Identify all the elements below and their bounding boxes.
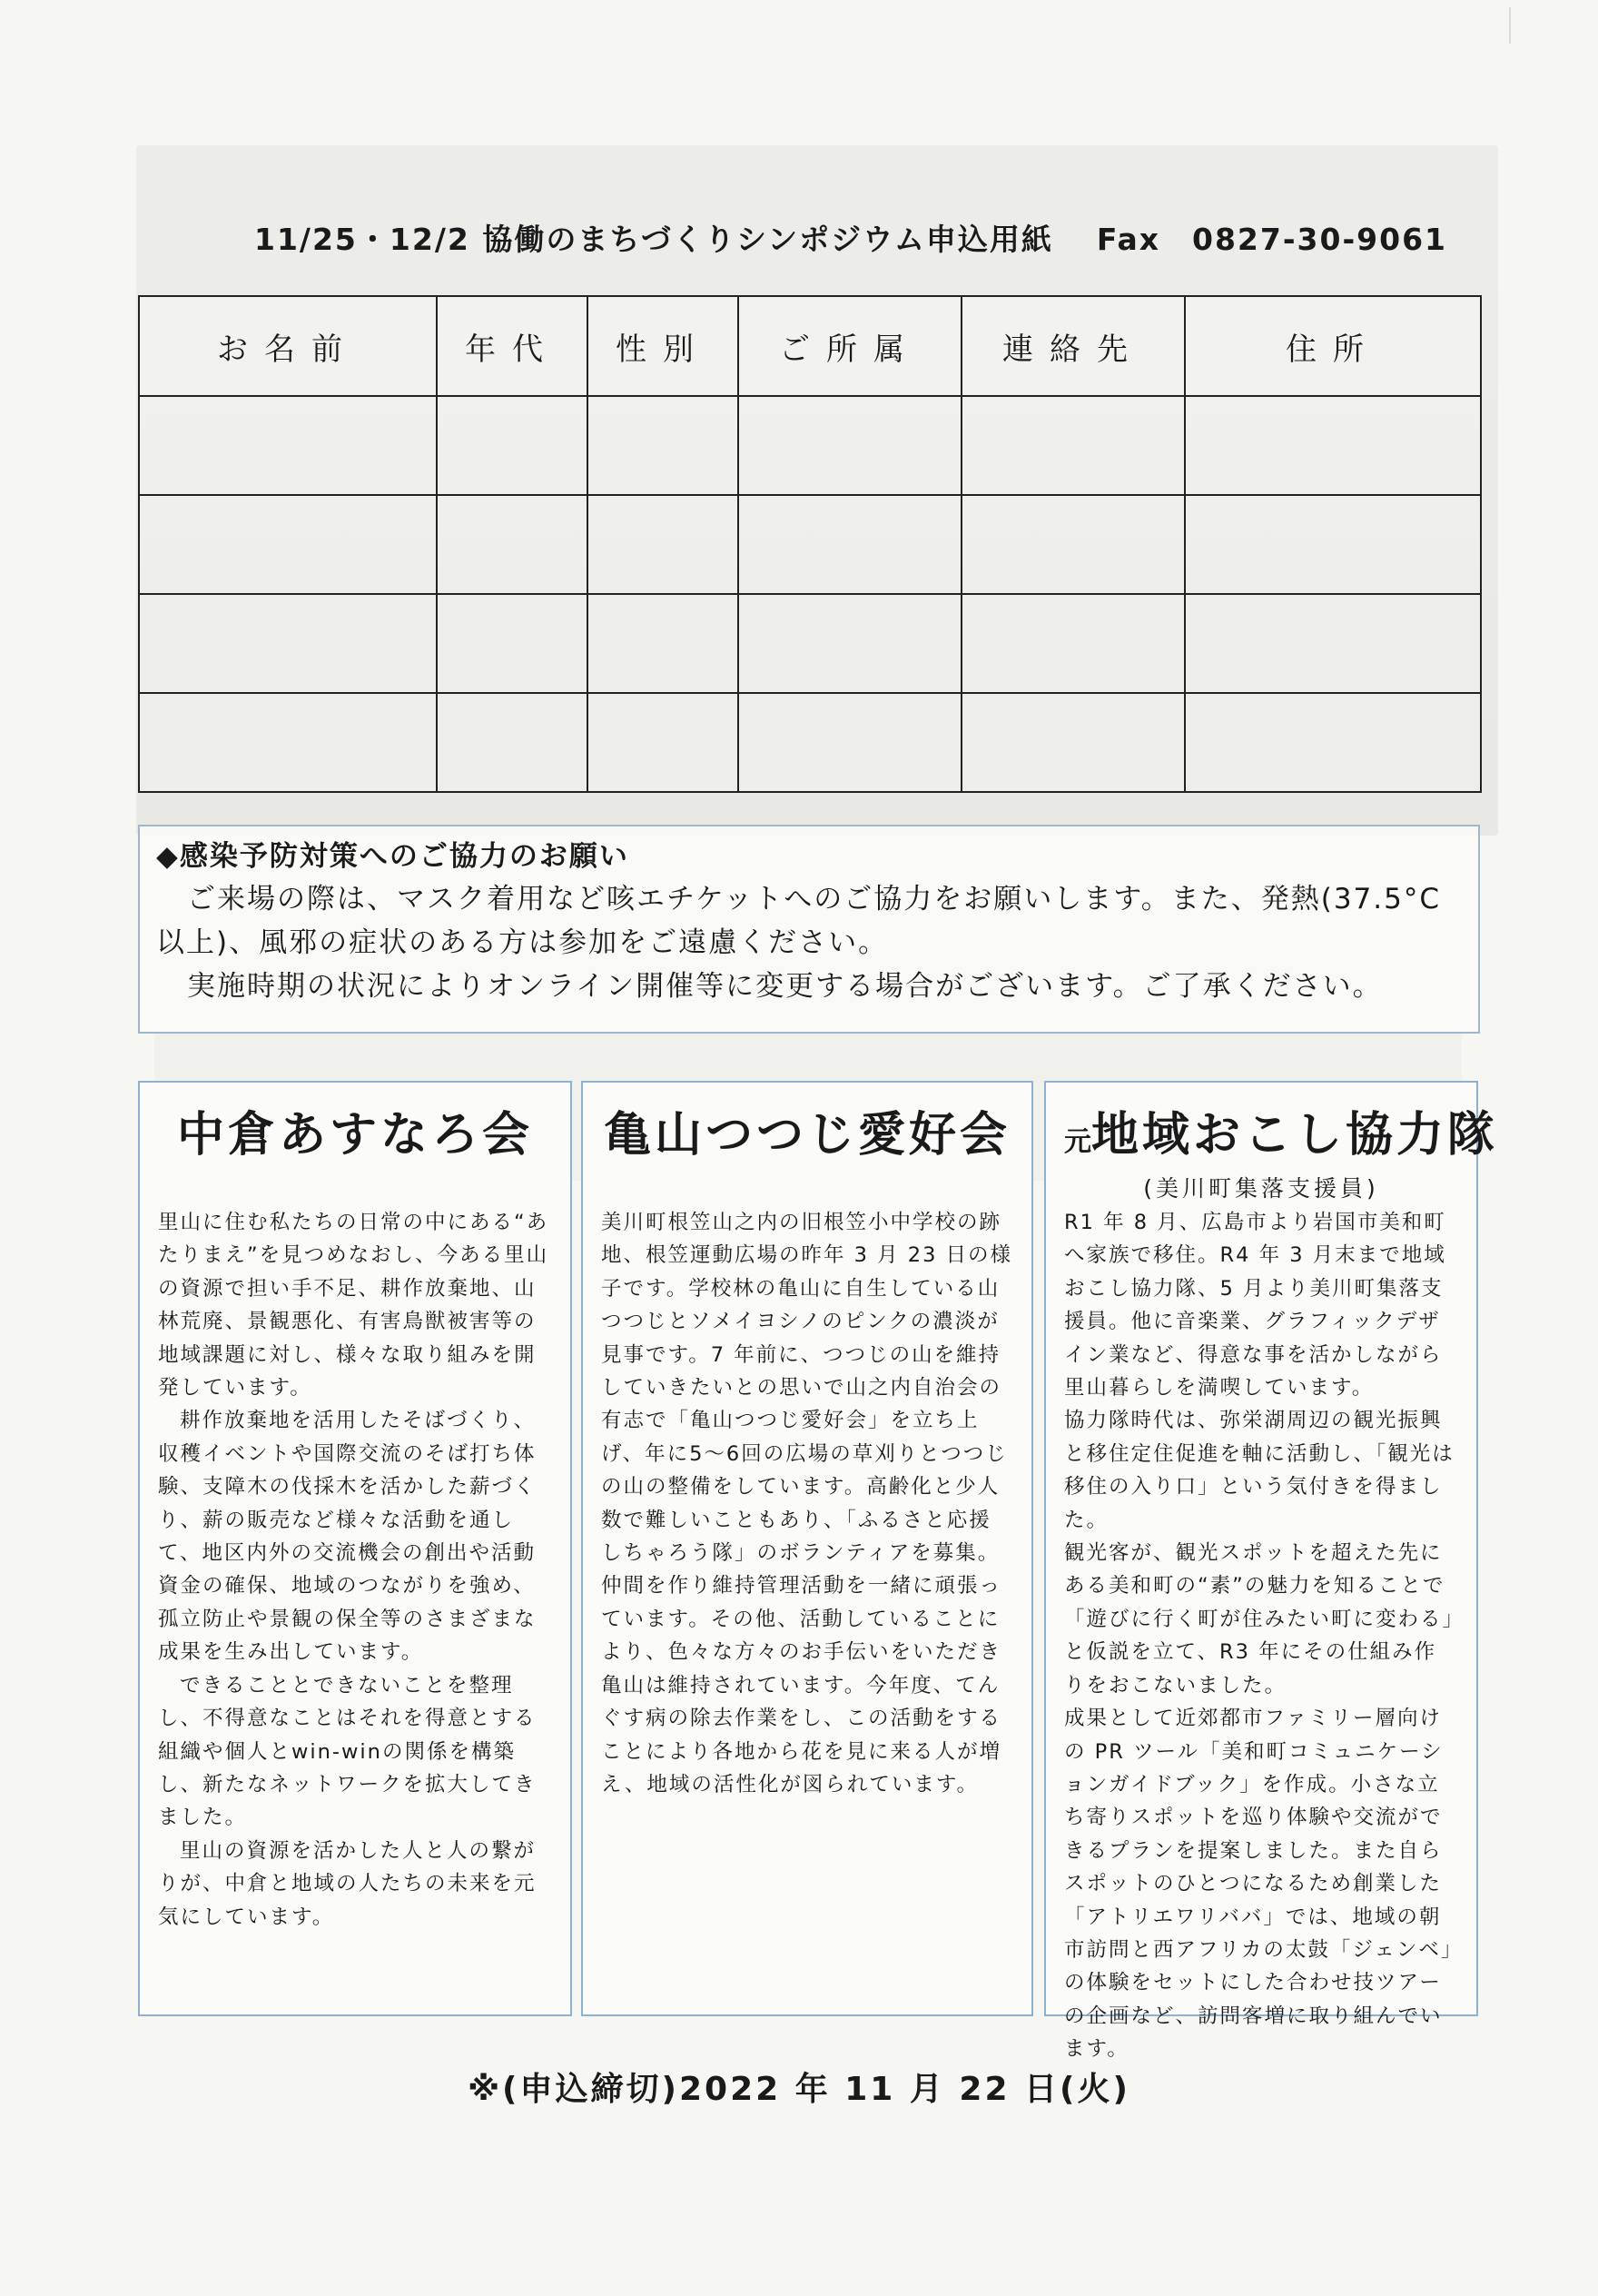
affiliation-cell[interactable] — [738, 594, 962, 693]
table-row — [139, 495, 1481, 594]
column-title: 亀山つつじ愛好会 — [603, 1108, 1011, 1163]
column-body — [158, 1206, 552, 1934]
column-subtitle: (美川町集落支援員) — [1143, 1175, 1379, 1202]
gender-cell[interactable] — [587, 396, 738, 495]
notice-title: ◆感染予防対策へのご協力のお願い — [156, 840, 629, 873]
table-row — [139, 594, 1481, 693]
nakakura-asunaro-column — [138, 1081, 572, 2016]
table-row — [139, 693, 1481, 792]
paragraph: 成果として近郊都市ファミリー層向けの PR ツール「美和町コミュニケーションガイドブック」を作成。小さな立ち寄りスポットを巡り体験や交流ができるプランを提案しました。また自らスポットのひとつになるため創業した「アトリエワリババ」では、地域の朝市訪問と西アフリカの太鼓「ジェンベ」の体験をセットにした合わせ技ツアーの企画など、訪問客増に取り組んでいます。 — [1064, 1707, 1454, 2062]
paragraph: できることとできないことを整理し、不得意なことはそれを得意とする組織や個人とwin-winの関係を構築し、新たなネットワークを拡大してきました。 — [158, 1673, 537, 1830]
table-row — [139, 396, 1481, 495]
notice-line: ご来場の際は、マスク着用など咳エチケットへのご協力をお願いします。また、発熱(37.5°C — [187, 883, 1441, 915]
address-cell[interactable] — [1185, 693, 1481, 792]
age-cell[interactable] — [437, 396, 587, 495]
application-deadline: ※(申込締切)2022 年 11 月 22 日(火) — [468, 2071, 1130, 2108]
paragraph: 美川町根笠山之内の旧根笠小中学校の跡地、根笠運動広場の昨年 3 月 23 日の様子です。学校林の亀山に自生している山つつじとソメイヨシノのピンクの濃淡が見事です。7 年前に、つつじの山を維持していきたいとの思いで山之内自治会の有志で「亀山つつじ愛好会」を立ち上げ、年に5～6回の広場の草刈りとつつじの山の整備をしています。高齢化と少人数で難しいこともあり、「ふるさと応援しちゃろう隊」のボランティアを募集。仲間を作り維持管理活動を一緒に頑張っています。その他、活動していることにより、色々な方々のお手伝いをいただき亀山は維持されています。今年度、てんぐす病の除去作業をし、この活動をすることにより各地から花を見に来る人が増え、地域の活性化が図られています。 — [601, 1211, 1013, 1796]
chiiki-okoshi-column — [1044, 1081, 1499, 2062]
gender-cell[interactable] — [587, 594, 738, 693]
form-header — [254, 216, 1448, 259]
column-gender: 性別 — [587, 296, 738, 396]
affiliation-cell[interactable] — [738, 396, 962, 495]
form-header-row — [139, 296, 1481, 396]
paragraph: 耕作放棄地を活用したそばづくり、収穫イベントや国際交流のそば打ち体験、支障木の伐採木を活かした薪づくり、薪の販売など様々な活動を通して、地区内外の交流機会の創出や活動資金の確保、地域のつながりを強め、孤立防止や景観の保全等のさまざまな成果を生み出しています。 — [158, 1409, 537, 1665]
column-title: 中倉あすなろ会 — [176, 1108, 533, 1163]
notice-line: 実施時期の状況によりオンライン開催等に変更する場合がございます。ご了承ください。 — [187, 970, 1383, 1003]
form-title: 11/25・12/2 協働のまちづくりシンポジウム申込用紙 — [254, 222, 1053, 257]
age-cell[interactable] — [437, 495, 587, 594]
contact-cell[interactable] — [962, 594, 1185, 693]
contact-cell[interactable] — [962, 693, 1185, 792]
paragraph: 協力隊時代は、弥栄湖周辺の観光振興と移住定住促進を軸に活動し、「観光は移住の入り口」という気付きを得ました。 — [1064, 1409, 1455, 1532]
notice-line: 以上)、風邪の症状のある方は参加をご遠慮ください。 — [156, 926, 889, 959]
application-form-table — [138, 295, 1482, 793]
contact-cell[interactable] — [962, 396, 1185, 495]
fax-number: Fax 0827-30-9061 — [1096, 222, 1448, 257]
infection-prevention-notice — [138, 825, 1480, 1034]
paragraph: 観光客が、観光スポットを超えた先にある美和町の“素”の魅力を知ることで「遊びに行く町が住みたい町に変わる」と仮説を立て、R3 年にその仕組み作りをおこないました。 — [1064, 1541, 1455, 1697]
address-cell[interactable] — [1185, 495, 1481, 594]
paragraph: 里山に住む私たちの日常の中にある“あたりまえ”を見つめなおし、今ある里山の資源で担い手不足、耕作放棄地、山林荒廃、景観悪化、有害鳥獣被害等の地域課題に対し、様々な取り組みを開発しています。 — [158, 1211, 549, 1400]
column-affiliation: ご所属 — [738, 296, 962, 396]
column-age: 年代 — [437, 296, 587, 396]
kameyama-tsutsuji-column — [581, 1081, 1033, 2016]
column-address: 住所 — [1185, 296, 1481, 396]
title-text: 地域おこし協力隊 — [1091, 1108, 1499, 1163]
address-cell[interactable] — [1185, 396, 1481, 495]
name-cell[interactable] — [139, 396, 437, 495]
name-cell[interactable] — [139, 495, 437, 594]
gender-cell[interactable] — [587, 693, 738, 792]
contact-cell[interactable] — [962, 495, 1185, 594]
name-cell[interactable] — [139, 693, 437, 792]
affiliation-cell[interactable] — [738, 495, 962, 594]
column-contact: 連絡先 — [962, 296, 1185, 396]
paragraph: 里山の資源を活かした人と人の繋がりが、中倉と地域の人たちの未来を元気にしています。 — [158, 1838, 537, 1929]
title-prefix: 元 — [1064, 1126, 1091, 1158]
paragraph: R1 年 8 月、広島市より岩国市美和町へ家族で移住。R4 年 3 月末まで地域おこし協力隊、5 月より美川町集落支援員。他に音楽業、グラフィックデザイン業など、得意な事を活かしながら里山暮らしを満喫しています。 — [1064, 1211, 1446, 1400]
age-cell[interactable] — [437, 594, 587, 693]
column-title — [1064, 1099, 1499, 1172]
column-body — [601, 1206, 1013, 1801]
address-cell[interactable] — [1185, 594, 1481, 693]
column-name: お名前 — [139, 296, 437, 396]
name-cell[interactable] — [139, 594, 437, 693]
affiliation-cell[interactable] — [738, 693, 962, 792]
corner-mark — [1509, 7, 1553, 44]
column-body — [1064, 1206, 1458, 2066]
gender-cell[interactable] — [587, 495, 738, 594]
age-cell[interactable] — [437, 693, 587, 792]
